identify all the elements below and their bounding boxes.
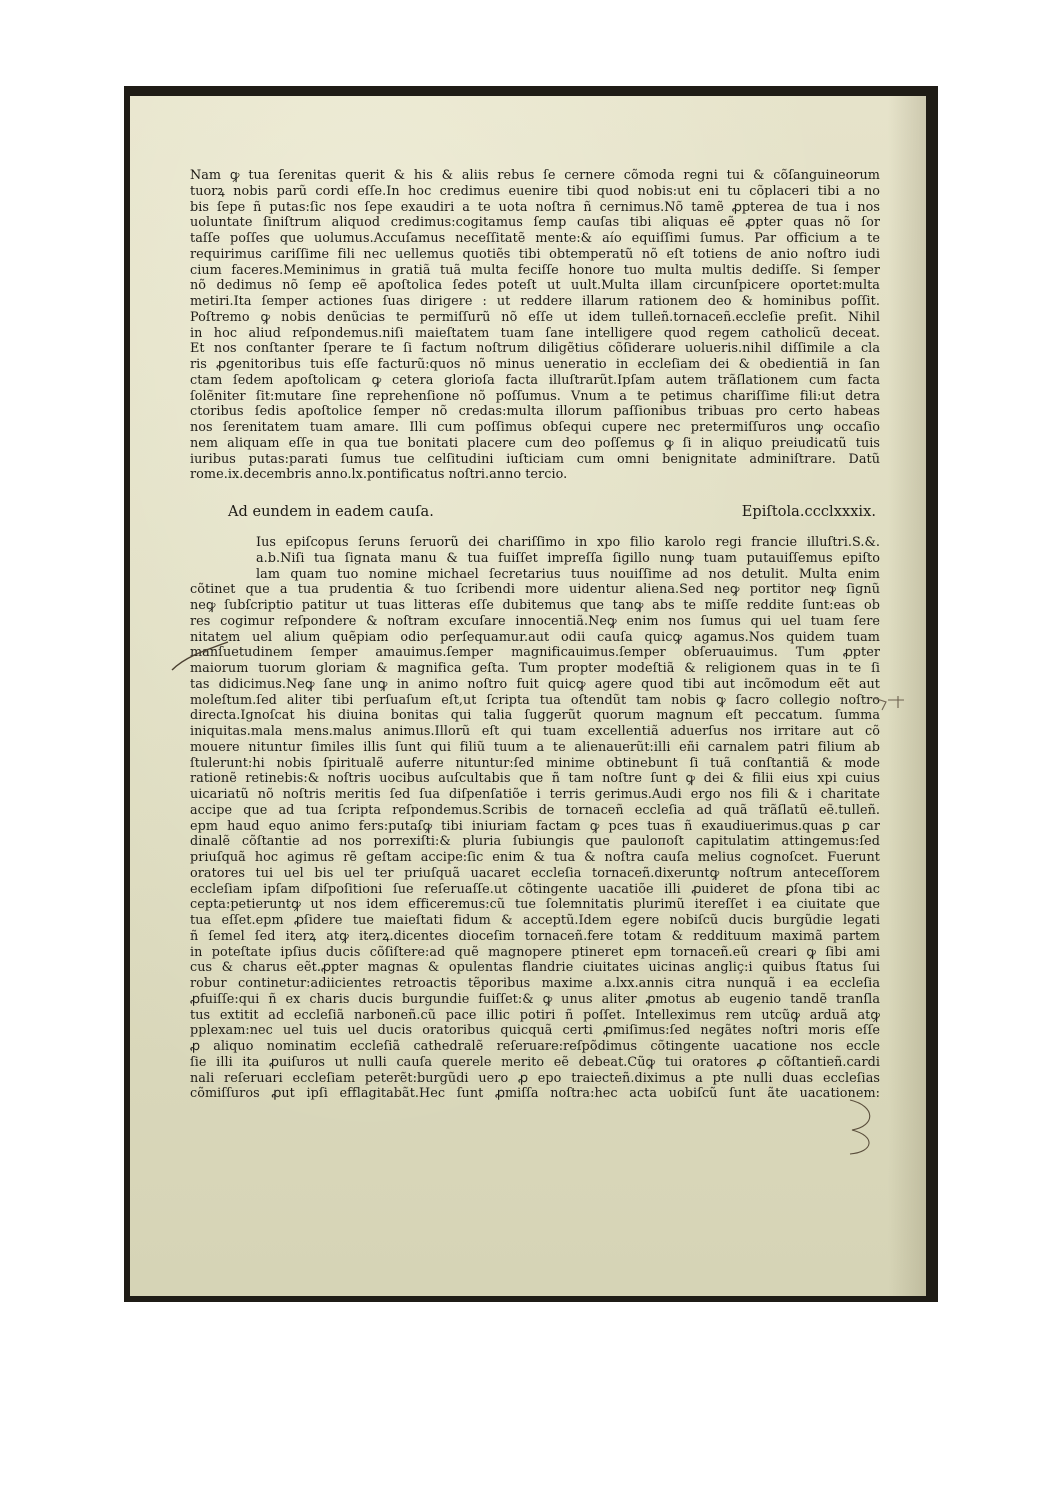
text-line: lam quam tuo nomine michael ſecretarius tuus nouiſſime ad nos detulit. Multa enim (256, 566, 880, 582)
text-line: maiorum tuorum gloriam & magnifica geſta. Tum propter modeſtiã & religionem quas in te ſi (190, 661, 880, 676)
text-line: Poſtremo ꝙ nobis denũcias te permiſſurũ nõ eſſe ut idem tulleñ.tornaceñ.eccleſie preſit. Nihil (190, 309, 880, 325)
printed-text-block (190, 168, 880, 1102)
text-line: ris ꝓgenitoribus tuis eſſe facturũ:quos nõ minus ueneratio in eccleſiam dei & obedientiã in ſan (190, 357, 880, 372)
letter-two-body (190, 582, 880, 1102)
text-line: cus & charus eẽt.ꝓpter magnas & opulentas flandrie ciuitates uicinas angliç:i quibus ſtatus ſui (190, 960, 880, 976)
text-line: neꝙ ſubſcriptio patitur ut tuas litteras eſſe dubitemus que tanꝙ abs te miſſe reddite ſunt:eas ob (190, 598, 880, 613)
text-line: cepta:petieruntꝙ ut nos idem efficeremus:cũ tue ſolemnitatis plurimũ itereſſet i ea ciuitate que (190, 897, 880, 913)
text-line: Ius epiſcopus ſeruns ſeruorũ dei chariſſimo in xpo filio karolo regi francie illuſtri.S.&. (256, 535, 880, 550)
text-line: a.b.Niſi tua ſignata manu & tua fuiſſet impreſſa ſigillo nunꝙ tuam putauiſſemus epiſto (256, 550, 880, 566)
text-line: nos ſerenitatem tuam amare. Illi cum poſſimus obſequi cupere nec pretermiſſuros unꝙ occaſio (190, 420, 880, 435)
text-line: requirimus cariſſime fili nec uellemus quotiẽs tibi obtemperatũ nõ eſt totiens de anio noſtro iudi (190, 246, 880, 262)
margin-bracket-right (846, 1096, 886, 1156)
text-line: ꝓfuiſſe:qui ñ ex charis ducis burgundie fuiſſet:& ꝙ unus aliter ꝓmotus ab eugenio tandẽ tranſla (190, 991, 880, 1007)
text-line: tus extitit ad eccleſiã narboneñ.cũ pace illic potiri ñ poſſet. Intelleximus rem utcũꝙ arduã atꝙ (190, 1007, 880, 1023)
text-line: directa.Ignoſcat his diuina bonitas qui talia ſuggerũt quorum magnum eſt peccatum. ſumma (190, 708, 880, 724)
text-line: ſtulerunt:hi nobis ſpiritualẽ auferre nituntur:ſed minime obtinebunt ſi tuã conſtantiã & mode (190, 755, 880, 771)
paper-leaf (130, 96, 926, 1296)
text-line: epm haud equo animo fers:putaſꝙ tibi iniuriam factam ꝙ pces tuas ñ exaudiuerimus.quas ꝑ car (190, 818, 880, 834)
text-line: nitatem uel alium quẽpiam odio perſequamur.aut odii cauſa quicꝙ agamus.Nos quidem tuam (190, 629, 880, 645)
text-line: uicariatũ nõ noſtris meritis ſed ſua diſpenſatiõe i terris gerimus.Audi ergo nos fili & i charitate (190, 787, 880, 802)
text-line: mouere nituntur ſimiles illis ſunt qui filiũ tuum a te alienauerũt:illi eñi carnalem patri filium ab (190, 739, 880, 755)
letter-two-opening (190, 535, 880, 582)
margin-pen-mark-right (872, 692, 908, 716)
text-line: iuribus putas:parati ſumus tue celſitudini iuſticiam cum omni benignitate adminiſtrare. Datũ (190, 451, 880, 467)
text-line: Nam ꝙ tua ſerenitas querit & his & aliis rebus ſe cernere cõmoda regni tui & cõſanguineorum (190, 168, 880, 183)
text-line: pplexam:nec uel tuis uel ducis oratoribus quicquã certi ꝓmiſimus:ſed negãtes noſtri moris eſſe (190, 1023, 880, 1039)
text-line: ſolẽniter ſit:mutare ſine reprehenſione nõ poſſumus. Vnum a te petimus chariſſime fili:ut detra (190, 388, 880, 404)
text-line: ctoribus ſedis apoſtolice ſemper nõ credas:multa illorum paſſionibus tribuas pro certo habeas (190, 404, 880, 420)
text-line: taſſe poſſes que uolumus.Accuſamus neceſſitatẽ mente:& aío equiſſimi ſumus. Par officium a te (190, 231, 880, 246)
text-line: iniquitas.mala mens.malus animus.Illorũ eſt qui tuam excellentiã aduerſus nos irritare aut cõ (190, 724, 880, 739)
text-line: oratores tui uel bis uel ter priuſquã uacaret eccleſia tornaceñ.dixeruntꝙ noſtrum anteceſſorem (190, 865, 880, 881)
text-line: cium faceres.Meminimus in gratiã tuã multa feciſſe honore tuo multa multis dediſſe. Si ſemper (190, 262, 880, 278)
letter-one-body (190, 168, 880, 483)
text-line: nem aliquam eſſe in qua tue bonitati placere cum deo poſſemus ꝙ ſi in aliquo preiudicatũ tuis (190, 435, 880, 451)
text-line: nõ dedimus nõ ſemp eẽ apoſtolica ſedes poteſt ut uult.Multa illam circunſpicere oportet:multa (190, 278, 880, 294)
heading-title: Ad eundem in eadem cauſa. (228, 504, 434, 520)
text-line: metiri.Ita ſemper actiones ſuas dirigere : ut reddere illarum rationem deo & hominibus poſſit. (190, 294, 880, 309)
text-line: nali reſeruari eccleſiam peterẽt:burgũdi uero ꝓ epo traiecteñ.diximus a pte nulli duas eccleſias (190, 1070, 880, 1086)
text-line: bis ſepe ñ putas:ſic nos ſepe exaudiri a te uota noſtra ñ cernimus.Nõ tamẽ ꝓpterea de tua i nos (190, 199, 880, 215)
text-line: rationẽ retinebis:& noſtris uocibus auſcultabis que ñ tam noſtre ſunt ꝙ dei & filii eius xpi cuius (190, 771, 880, 787)
text-line: ctam ſedem apoſtolicam ꝙ cetera glorioſa facta illuſtrarũt.Ipſam autem trãſlationem cum facta (190, 372, 880, 388)
text-line: ꝓ aliquo nominatim eccleſiã cathedralẽ reſeruare:reſpõdimus cõtingente uacatione nos eccle (190, 1039, 880, 1054)
text-line: robur continetur:adiicientes retroactis tẽporibus maxime a.lxx.annis citra nunquã i ea eccleſia (190, 976, 880, 991)
text-line: eccleſiam ipſam diſpoſitioni ſue reſeruaſſe.ut cõtingente uacatiõe illi ꝓuideret de ꝑſona tibi ac (190, 881, 880, 897)
text-line: in hoc aliud reſpondemus.niſi maieſtatem tuam ſane intelligere quod regem catholicũ deceat. (190, 325, 880, 341)
text-line: accipe que ad tua ſcripta reſpondemus.Scribis de tornaceñ eccleſia ad quã trãſlatũ eẽ.tulleñ. (190, 802, 880, 818)
text-line: cõmiſſuros ꝓut ipſi efflagitabãt.Hec ſunt ꝓmiſſa noſtra:hec acta uobiſcũ ſunt ãte uacationem: (190, 1086, 880, 1102)
text-line: in poteſtate ipſius ducis cõſiſtere:ad quẽ magnopere ptineret epm tornaceñ.eũ creari ꝙ ſibi ami (190, 944, 880, 960)
margin-pen-stroke-left (170, 636, 230, 676)
epistola-number: Epiſtola.ccclxxxix. (741, 504, 876, 520)
page-photograph (124, 86, 938, 1302)
text-line: priuſquã hoc agimus rẽ geſtam accipe:ſic enim & tua & noſtra cauſa melius cognoſcet. Fuerunt (190, 850, 880, 865)
text-line: uoluntate ſiniſtrum aliquod credimus:cogitamus ſemp cauſas tibi aliquas eẽ ꝓpter quas nõ ſor (190, 215, 880, 231)
text-line: tua eſſet.epm ꝓſidere tue maieſtati fidum & acceptũ.Idem egere nobiſcũ ducis burgũdie legati (190, 913, 880, 928)
text-line: tas didicimus.Neꝙ ſane unꝙ in animo noſtro fuit quicꝙ agere quod tibi aut incõmodum eẽt aut (190, 676, 880, 692)
text-line: tuorꝝ nobis parũ cordi eſſe.In hoc credimus euenire tibi quod nobis:ut eni tu cõplaceri tibi a no (190, 183, 880, 199)
text-line: res cogimur reſpondere & noſtram excuſare innocentiã.Neꝙ enim nos ſumus qui uel tuam ſere (190, 613, 880, 629)
text-line: Et nos conſtanter ſperare te ſi factum noſtrum diligẽtius cõſiderare uolueris.nihil diſſimile a cla (190, 341, 880, 357)
text-line: manſuetudinem ſemper amauimus.ſemper magnificauimus.ſemper obſeruauimus. Tum ꝓpter (190, 645, 880, 661)
text-line: dinalẽ cõſtantie ad nos porrexiſti:& pluria ſubiungis que pauloпоſt capitulatim attingemus:ſed (190, 834, 880, 850)
text-line: cõtinet que a tua prudentia & tuo ſcribendi more uidentur aliena.Sed neꝙ portitor neꝙ ſignũ (190, 582, 880, 598)
text-line: ñ ſemel ſed iterꝝ atꝙ iterꝝ.dicentes dioceſim tornaceñ.fere totam & reddituum maximã partem (190, 928, 880, 944)
text-line: moleſtum.ſed aliter tibi perſuaſum eſt,ut ſcripta tua oſtendũt tam nobis ꝙ ſacro collegio noſtro (190, 692, 880, 708)
text-line: ſie illi ita ꝓuiſuros ut nulli cauſa querele merito eẽ debeat.Cũꝙ tui oratores ꝓ cõſtantieñ.cardi (190, 1054, 880, 1070)
text-line: rome.ix.decembris anno.lx.pontificatus noſtri.anno tercio. (190, 467, 568, 483)
epistola-heading (190, 505, 880, 523)
